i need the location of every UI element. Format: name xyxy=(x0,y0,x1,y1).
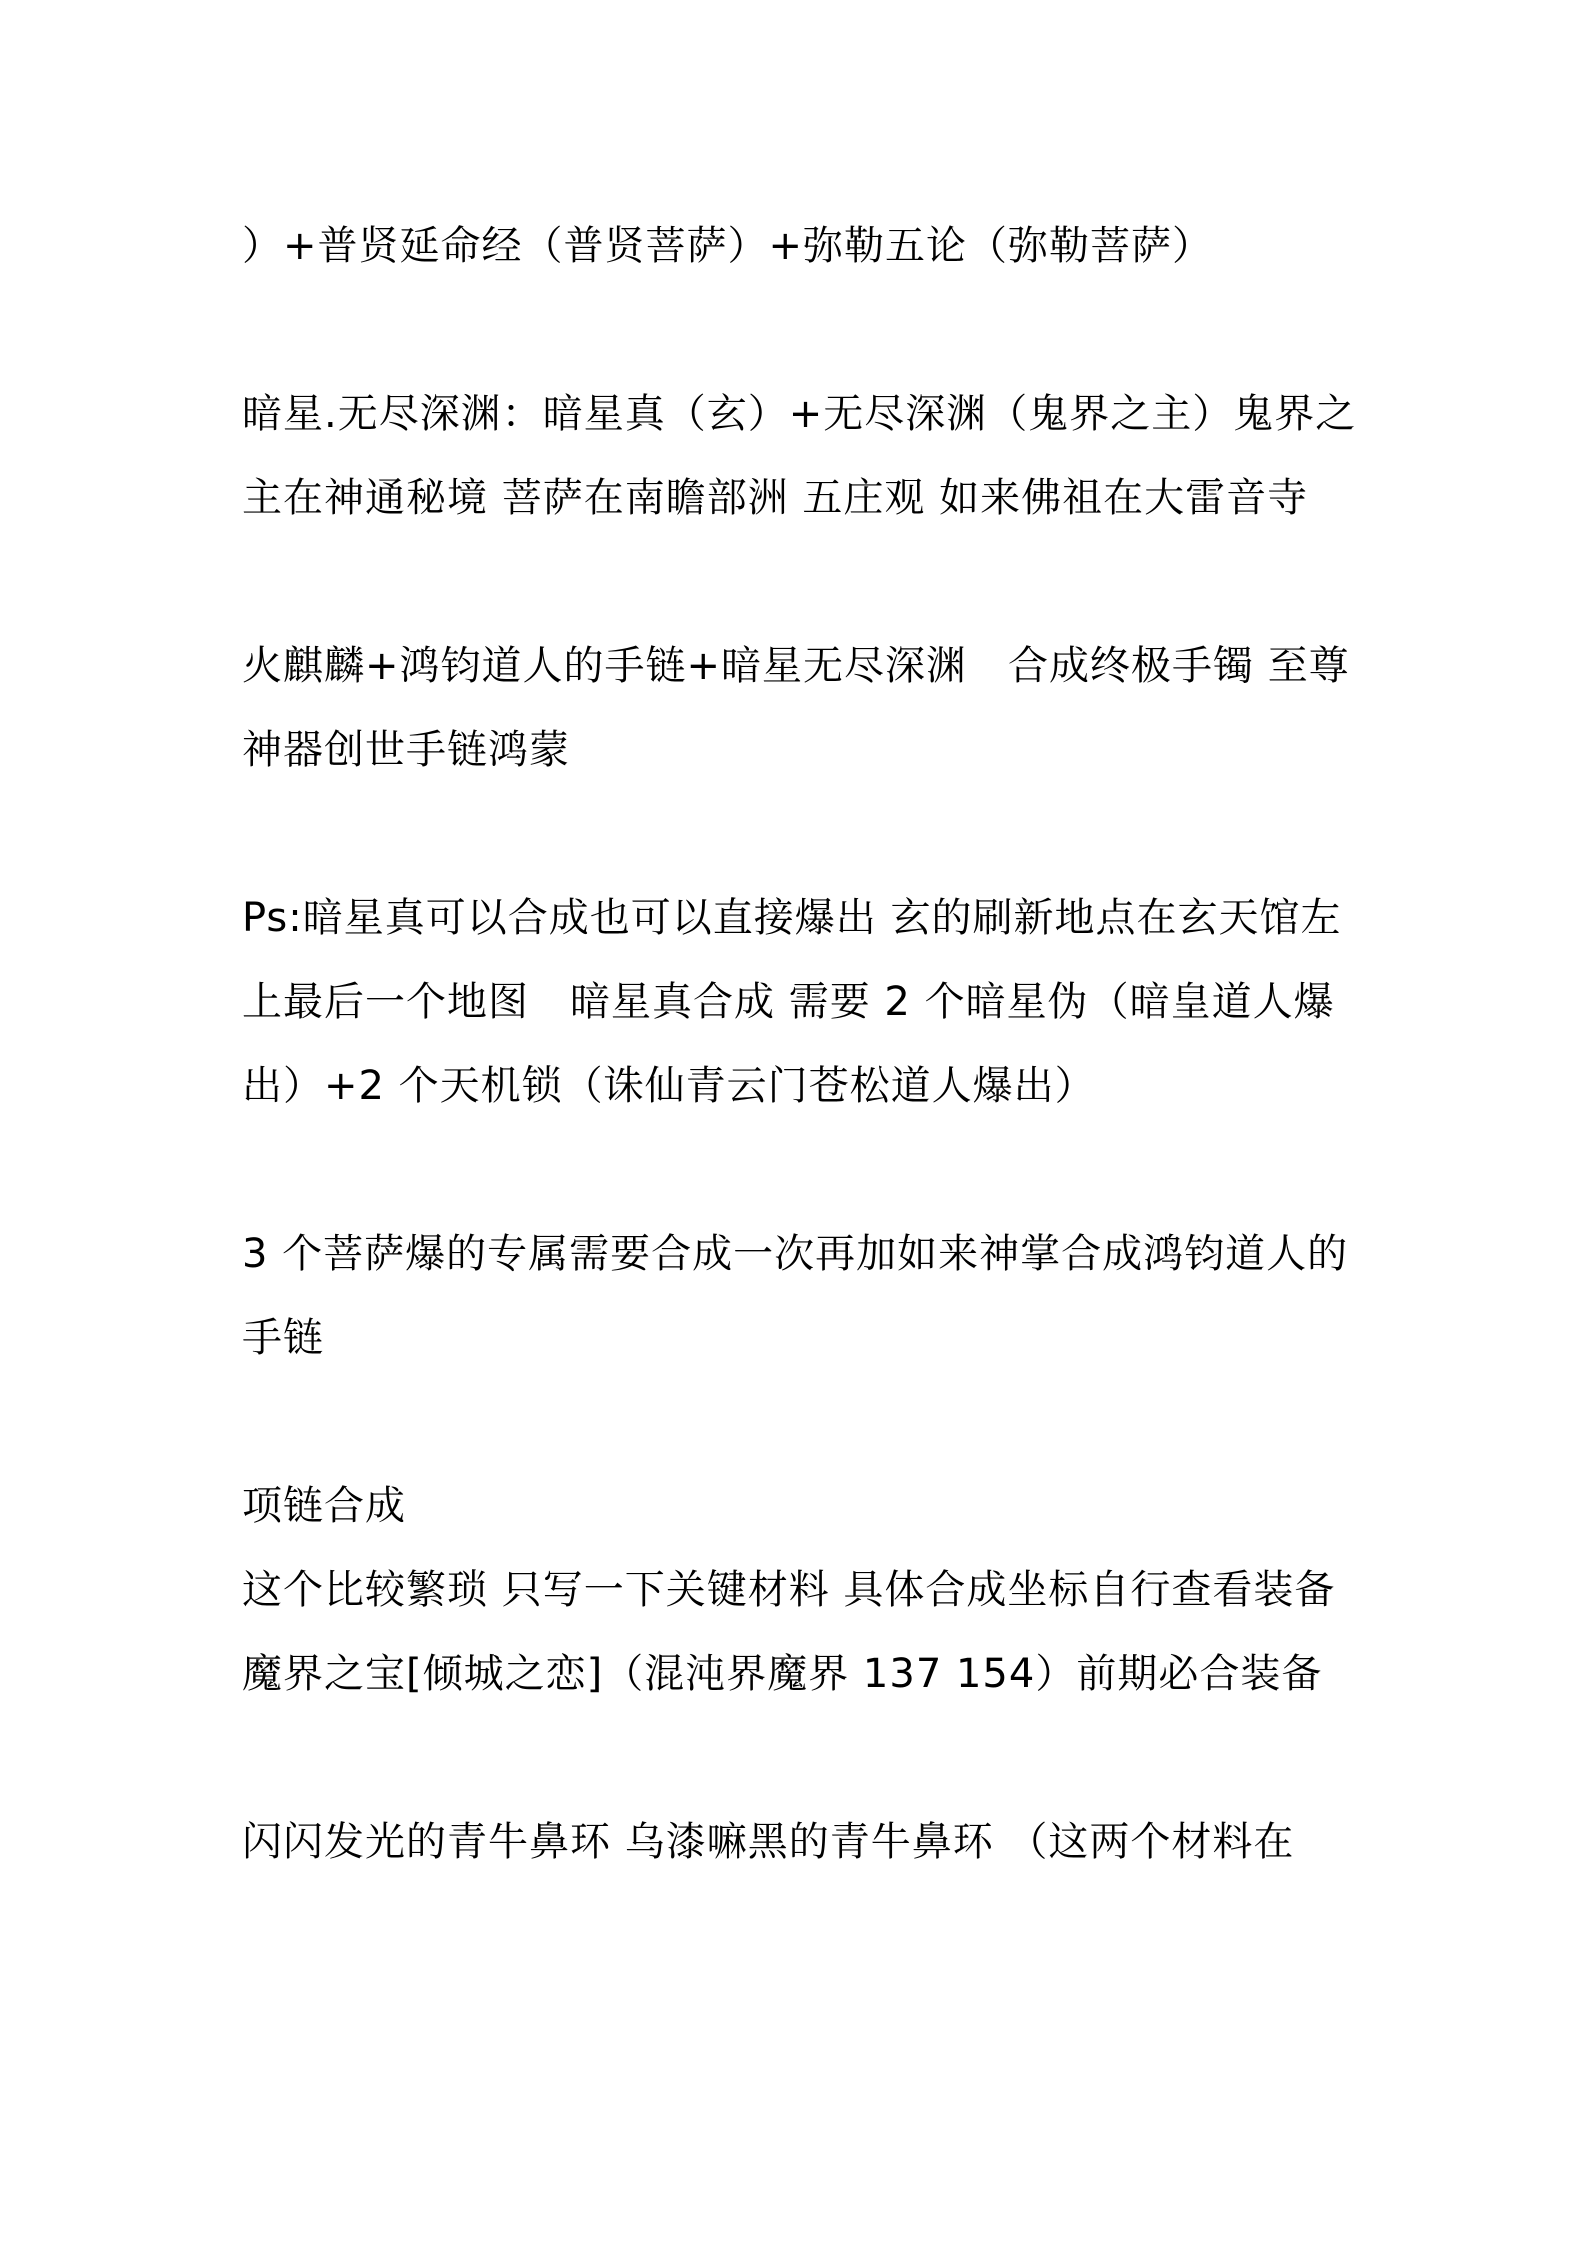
paragraph-gap xyxy=(242,1128,1362,1212)
paragraph-gap xyxy=(242,1716,1362,1800)
document-body xyxy=(242,204,1362,1884)
section-heading-necklace: 项链合成 xyxy=(242,1483,406,1529)
paragraph-5: 3 个菩萨爆的专属需要合成一次再加如来神掌合成鸿钧道人的手链 xyxy=(242,1231,1349,1361)
paragraph-gap xyxy=(242,288,1362,372)
paragraph-4: Ps:暗星真可以合成也可以直接爆出 玄的刷新地点在玄天馆左上最后一个地图 暗星真合成 需要 2 个暗星伪（暗皇道人爆出）+2 个天机锁（诛仙青云门苍松道人爆出） xyxy=(242,895,1342,1109)
paragraph-1: ）+普贤延命经（普贤菩萨）+弥勒五论（弥勒菩萨） xyxy=(242,223,1214,269)
paragraph-3: 火麒麟+鸿钧道人的手链+暗星无尽深渊 合成终极手镯 至尊神器创世手链鸿蒙 xyxy=(242,643,1350,773)
paragraph-2: 暗星.无尽深渊：暗星真（玄）+无尽深渊（鬼界之主）鬼界之主在神通秘境 菩萨在南瞻部洲 五庄观 如来佛祖在大雷音寺 xyxy=(242,391,1357,521)
paragraph-gap xyxy=(242,1380,1362,1464)
paragraph-8: 闪闪发光的青牛鼻环 乌漆嘛黑的青牛鼻环 （这两个材料在 xyxy=(242,1819,1295,1865)
paragraph-7: 魔界之宝[倾城之恋]（混沌界魔界 137 154）前期必合装备 xyxy=(242,1651,1323,1697)
paragraph-gap xyxy=(242,540,1362,624)
paragraph-gap xyxy=(242,792,1362,876)
paragraph-6: 这个比较繁琐 只写一下关键材料 具体合成坐标自行查看装备 xyxy=(242,1567,1336,1613)
